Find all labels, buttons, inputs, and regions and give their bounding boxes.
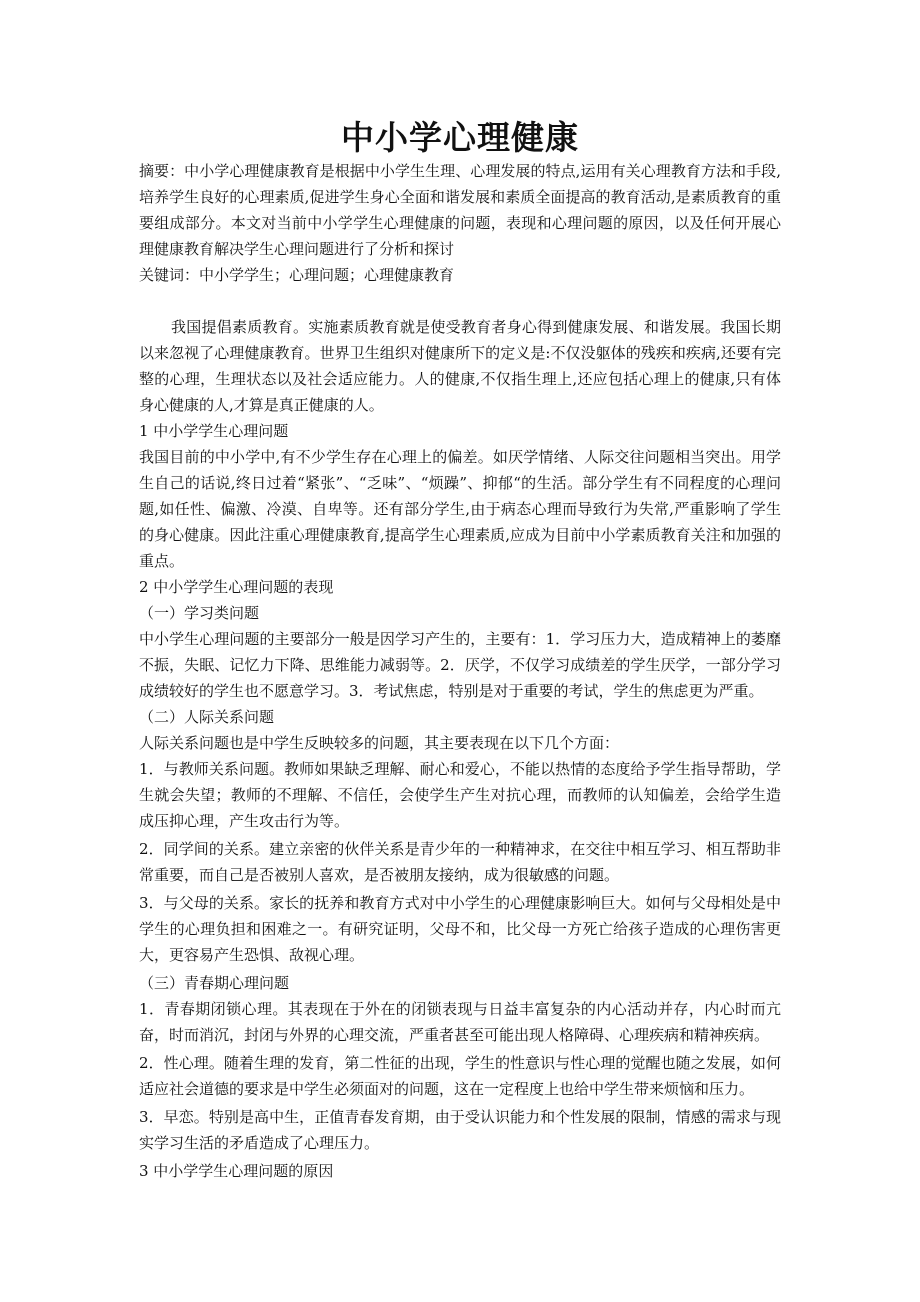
subsection-interpersonal-heading: （二）人际关系问题 <box>139 708 275 726</box>
subsection-learning-paragraph: 中小学生心理问题的主要部分一般是因学习产生的，主要有：1．学习压力大，造成精神上的萎靡不振，失眠、记忆力下降、思维能力减弱等。2．厌学，不仅学习成绩差的学生厌学，一部分学习成绩较好的学生也不愿意学习。3．考试焦虑，特别是对于重要的考试，学生的焦虑更为严重。 <box>139 630 781 700</box>
interpersonal-item: 3．与父母的关系。家长的抚养和教育方式对中小学生的心理健康影响巨大。如何与父母相处是中学生的心理负担和困难之一。有研究证明，父母不和，比父母一方死亡给孩子造成的心理伤害更大，更容易产生恐惧、敌视心理。 <box>139 894 781 964</box>
interpersonal-item: 1．与教师关系问题。教师如果缺乏理解、耐心和爱心，不能以热情的态度给予学生指导帮助，学生就会失望；教师的不理解、不信任，会使学生产生对抗心理，而教师的认知偏差，会给学生造成压抑心理，产生攻击行为等。 <box>139 760 781 830</box>
subsection-interpersonal-intro: 人际关系问题也是中学生反映较多的问题，其主要表现在以下几个方面： <box>139 734 620 752</box>
subsection-adolescence-heading: （三）青春期心理问题 <box>139 974 290 992</box>
adolescence-item: 3．早恋。特别是高中生，正值青春发育期，由于受认识能力和个性发展的限制，情感的需求与现实学习生活的矛盾造成了心理压力。 <box>139 1108 781 1152</box>
intro-paragraph: 我国提倡素质教育。实施素质教育就是使受教育者身心得到健康发展、和谐发展。我国长期以来忽视了心理健康教育。世界卫生组织对健康所下的定义是:不仅没躯体的残疾和疾病,还要有完整的心理，生理状态以及社会适应能力。人的健康,不仅指生理上,还应包括心理上的健康,只有体身心健康的人,才算是真正健康的人。 <box>139 318 781 414</box>
section-2-heading: 2 中小学学生心理问题的表现 <box>139 578 334 596</box>
blank-line <box>139 288 781 314</box>
keywords-line: 关键词：中小学学生；心理问题；心理健康教育 <box>139 266 455 284</box>
document-body <box>139 158 781 1184</box>
adolescence-item: 1．青春期闭锁心理。其表现在于外在的闭锁表现与日益丰富复杂的内心活动并存，内心时而亢奋，时而消沉，封闭与外界的心理交流，严重者甚至可能出现人格障碍、心理疾病和精神疾病。 <box>139 1000 781 1044</box>
section-3-heading: 3 中小学学生心理问题的原因 <box>139 1162 334 1180</box>
document-title: 中小学心理健康 <box>341 118 579 157</box>
adolescence-item: 2．性心理。随着生理的发育，第二性征的出现，学生的性意识与性心理的觉醒也随之发展，如何适应社会道德的要求是中学生必须面对的问题，这在一定程度上也给中学生带来烦恼和压力。 <box>139 1054 781 1098</box>
section-1-heading: 1 中小学学生心理问题 <box>139 422 289 440</box>
interpersonal-item: 2．同学间的关系。建立亲密的伙伴关系是青少年的一种精神求，在交往中相互学习、相互帮助非常重要，而自己是否被别人喜欢，是否被朋友接纳，成为很敏感的问题。 <box>139 840 781 884</box>
abstract-paragraph: 摘要：中小学心理健康教育是根据中小学生生理、心理发展的特点,运用有关心理教育方法和手段,培养学生良好的心理素质,促进学生身心全面和谐发展和素质全面提高的教育活动,是素质教育的重要组成部分。本文对当前中小学学生心理健康的问题，表现和心理问题的原因，以及任何开展心理健康教育解决学生心理问题进行了分析和探讨 <box>139 162 781 258</box>
subsection-learning-heading: （一）学习类问题 <box>139 604 260 622</box>
section-1-paragraph: 我国目前的中小学中,有不少学生存在心理上的偏差。如厌学情绪、人际交往问题相当突出。用学生自己的话说,终日过着“紧张”、“乏味”、“烦躁”、抑郁“的生活。部分学生有不同程度的心理问题,如任性、偏激、冷漠、自卑等。还有部分学生,由于病态心理而导致行为失常,严重影响了学生的身心健康。因此注重心理健康教育,提高学生心理素质,应成为目前中小学素质教育关注和加强的重点。 <box>139 448 781 570</box>
